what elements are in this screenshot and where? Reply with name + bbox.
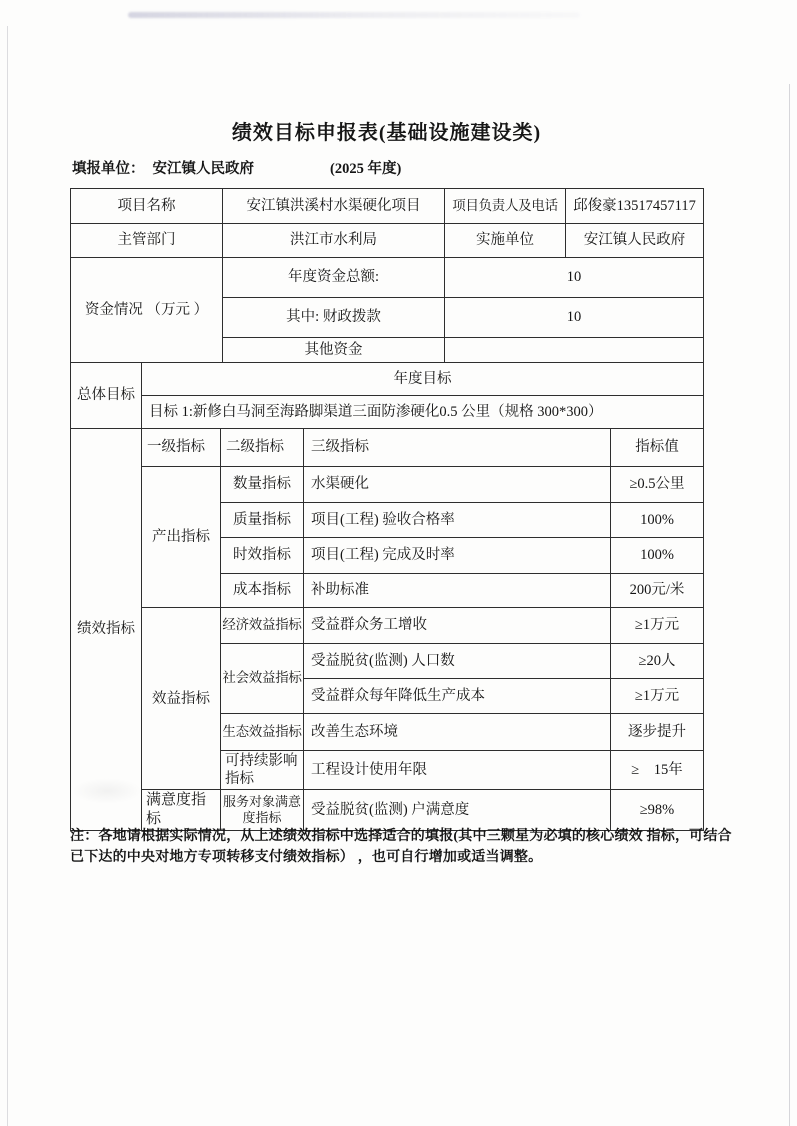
page-edge-right	[789, 84, 790, 1126]
value-cell: 100%	[611, 538, 704, 574]
level2-cell: 数量指标	[221, 467, 304, 503]
table-row	[71, 224, 704, 258]
value-cell: 逐步提升	[611, 714, 704, 751]
scan-smudge-top	[128, 12, 580, 18]
document-title: 绩效目标申报表(基础设施建设类)	[231, 122, 542, 144]
indicator-section-label-cell: 绩效指标	[71, 429, 142, 831]
dept-value-cell: 洪江市水利局	[223, 224, 445, 258]
overall-goal-section	[70, 362, 704, 429]
reporting-unit-label: 填报单位：	[72, 161, 145, 177]
value-cell: ≥1万元	[611, 679, 704, 714]
manager-value-cell: 邱俊豪13517457117	[566, 189, 704, 224]
level2-cell: 生态效益指标	[221, 714, 304, 751]
impl-value-cell: 安江镇人民政府	[566, 224, 704, 258]
dept-label-cell: 主管部门	[71, 224, 223, 258]
level2-header-cell: 二级指标	[221, 429, 304, 467]
value-cell: 100%	[611, 503, 704, 538]
fund-other-value-cell	[445, 338, 704, 363]
footnote-line-2: 已下达的中央对地方专项转移支付绩效指标） ，也可自行增加或适当调整。	[70, 850, 543, 865]
fund-gov-label-cell: 其中: 财政拨款	[223, 298, 445, 338]
impl-label-cell: 实施单位	[445, 224, 566, 258]
indicator-header-row	[71, 429, 704, 467]
level3-cell: 受益群众每年降低生产成本	[304, 679, 611, 714]
fund-total-value-cell: 10	[445, 258, 704, 298]
value-cell: ≥0.5公里	[611, 467, 704, 503]
footnote-line-1: 注：各地请根据实际情况，从上述绩效指标中选择适合的填报(其中三颗星为必填的核心绩效 指标，可结合	[70, 829, 732, 844]
level3-cell: 改善生态环境	[304, 714, 611, 751]
value-cell: ≥1万元	[611, 608, 704, 644]
table-row	[71, 258, 704, 298]
table-row	[71, 396, 704, 429]
value-cell: 200元/米	[611, 574, 704, 608]
fund-label-cell: 资金情况 （万元 ）	[71, 258, 223, 363]
level3-cell: 水渠硬化	[304, 467, 611, 503]
level3-cell: 项目(工程) 完成及时率	[304, 538, 611, 574]
level2-cell: 服务对象满意度指标	[221, 790, 304, 831]
level2-cell: 质量指标	[221, 503, 304, 538]
project-name-label-cell: 项目名称	[71, 189, 223, 224]
level2-cell: 可持续影响指标	[221, 751, 304, 790]
indicator-section	[70, 428, 704, 831]
indicator-row	[71, 608, 704, 644]
manager-label-cell: 项目负责人及电话	[445, 189, 566, 224]
value-cell: ≥ 15年	[611, 751, 704, 790]
fund-other-label-cell: 其他资金	[223, 338, 445, 363]
level1-header-cell: 一级指标	[142, 429, 221, 467]
level3-cell: 项目(工程) 验收合格率	[304, 503, 611, 538]
table-row	[71, 363, 704, 396]
value-cell: ≥98%	[611, 790, 704, 831]
fund-total-label-cell: 年度资金总额:	[223, 258, 445, 298]
table-row	[71, 189, 704, 224]
fund-gov-value-cell: 10	[445, 298, 704, 338]
level3-cell: 补助标准	[304, 574, 611, 608]
value-cell: ≥20人	[611, 644, 704, 679]
reporting-unit-value: 安江镇人民政府	[152, 161, 254, 177]
indicator-row	[71, 790, 704, 831]
level3-header-cell: 三级指标	[304, 429, 611, 467]
level3-cell: 受益群众务工增收	[304, 608, 611, 644]
form-table	[70, 188, 703, 831]
reporting-unit-line	[72, 157, 732, 178]
page-edge-left	[7, 26, 8, 1126]
level3-cell: 受益脱贫(监测) 人口数	[304, 644, 611, 679]
annual-goal-header-cell: 年度目标	[142, 363, 704, 396]
project-info-section	[70, 188, 704, 363]
satisfaction-group-cell: 满意度指标	[142, 790, 221, 831]
overall-goal-label-cell: 总体目标	[71, 363, 142, 429]
reporting-year: (2025 年度)	[330, 161, 402, 177]
footnote	[70, 826, 762, 868]
level3-cell: 受益脱贫(监测) 户满意度	[304, 790, 611, 831]
goal-1-cell: 目标 1:新修白马洞至海路脚渠道三面防渗硬化0.5 公里（规格 300*300）	[142, 396, 704, 429]
level2-cell: 时效指标	[221, 538, 304, 574]
level3-cell: 工程设计使用年限	[304, 751, 611, 790]
project-name-value-cell: 安江镇洪溪村水渠硬化项目	[223, 189, 445, 224]
output-group-cell: 产出指标	[142, 467, 221, 608]
level2-cell: 成本指标	[221, 574, 304, 608]
value-header-cell: 指标值	[611, 429, 704, 467]
level2-cell: 经济效益指标	[221, 608, 304, 644]
level2-cell: 社会效益指标	[221, 644, 304, 714]
benefit-group-cell: 效益指标	[142, 608, 221, 790]
indicator-row	[71, 467, 704, 503]
